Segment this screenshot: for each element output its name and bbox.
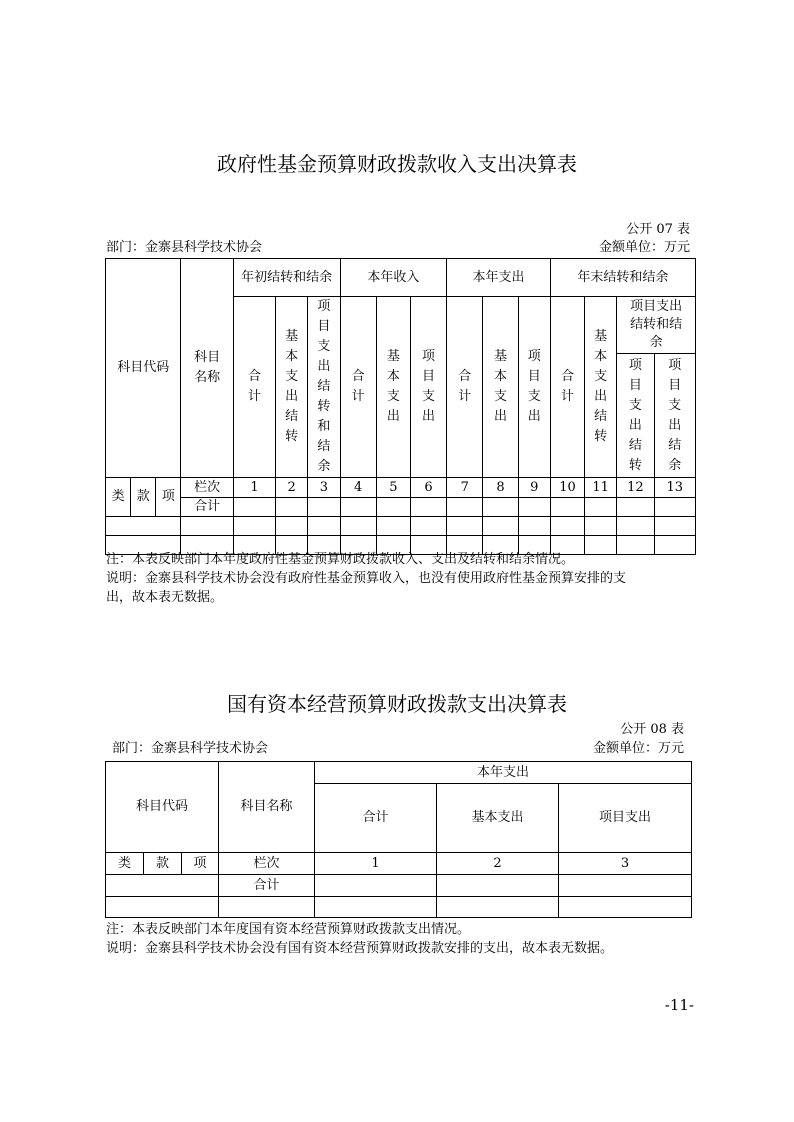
table07-colnum: 7 [447,478,483,498]
table07-h-income-project: 项目支出 [410,297,446,478]
table08-header-expenditure: 本年支出 [315,762,692,784]
table07-header-begin-balance: 年初结转和结余 [233,259,340,297]
table07-h-end-total: 合计 [550,297,584,478]
table07 [105,258,696,555]
table07-colnum: 4 [340,478,376,498]
table08-h-basic: 基本支出 [437,784,559,853]
table08-colnum: 2 [437,853,559,875]
table07-h-exp-total: 合计 [447,297,483,478]
table07-header-end-balance: 年末结转和结余 [550,259,695,297]
table07-unit: 金额单位：万元 [598,240,690,255]
table07-h-begin-total: 合计 [233,297,275,478]
table07-h-income-total: 合计 [340,297,376,478]
table08-department: 部门：金寨县科学技术协会 [112,741,269,756]
table08-h-total: 合计 [315,784,437,853]
page-number: -11- [664,996,694,1014]
table07-colnum: 1 [233,478,275,498]
table08-colnum: 3 [559,853,692,875]
table07-department: 部门：金寨县科学技术协会 [106,240,263,255]
table08-note: 注：本表反映部门本年度国有资本经营预算财政拨款支出情况。 [106,922,471,937]
table08-total-label: 合计 [219,875,315,897]
table-row [106,897,692,918]
table07-header-subject-code: 科目代码 [106,259,181,478]
table07-colnum: 10 [550,478,584,498]
table07-h-begin-basic: 基本支出结转 [276,297,308,478]
table07-cat-xiang: 项 [156,478,181,517]
table07-h-exp-project: 项目支出 [518,297,550,478]
table07-colnum: 8 [483,478,518,498]
table08-colnum: 1 [315,853,437,875]
table07-colnum: 2 [276,478,308,498]
table07-h-end-project-carry: 项目支出结转 [617,354,654,478]
table07-h-income-basic: 基本支出 [376,297,410,478]
table08-h-project: 项目支出 [559,784,692,853]
table07-colnum: 11 [585,478,617,498]
table07-h-begin-project: 项目支出结转和结余 [308,297,340,478]
table08-cat-xiang: 项 [182,853,219,875]
table07-colnum: 3 [308,478,340,498]
table07-h-exp-basic: 基本支出 [483,297,518,478]
table07-note: 注：本表反映部门本年度政府性基金预算财政拨款收入、支出及结转和结余情况。 [106,552,575,567]
table07-colnum: 9 [518,478,550,498]
table07-colnum: 12 [617,478,654,498]
table08-explain: 说明：金寨县科学技术协会没有国有资本经营预算财政拨款安排的支出，故本表无数据。 [106,941,614,956]
table08-unit: 金额单位：万元 [592,741,684,756]
table07-cat-kuan: 款 [131,478,156,517]
table07-title: 政府性基金预算财政拨款收入支出决算表 [217,152,577,176]
table08-title: 国有资本经营预算财政拨款支出决算表 [227,692,567,716]
table08 [105,761,692,918]
table08-header-subject-name: 科目名称 [219,762,315,853]
table07-header-income: 本年收入 [340,259,447,297]
table07-code: 公开 07 表 [626,222,690,237]
table08-cat-lei: 类 [106,853,144,875]
table07-colnum: 6 [410,478,446,498]
table08-header-subject-code: 科目代码 [106,762,219,853]
table07-colnum: 5 [376,478,410,498]
table07-h-end-basic: 基本支出结转 [585,297,617,478]
table07-explain-line2: 出，故本表无数据。 [106,590,224,605]
table07-total-label: 合计 [181,498,233,517]
table07-header-expenditure: 本年支出 [447,259,551,297]
table08-column-label: 栏次 [219,853,315,875]
table-row [106,517,696,536]
table07-cat-lei: 类 [106,478,131,517]
table07-colnum: 13 [654,478,695,498]
table07-h-end-project-surplus: 项目支出结余 [654,354,695,478]
table07-column-label: 栏次 [181,478,233,498]
table08-code: 公开 08 表 [620,722,684,737]
table07-h-end-project: 项目支出结转和结余 [617,297,696,354]
table07-header-subject-name: 科目名称 [181,259,233,478]
table08-cat-kuan: 款 [144,853,182,875]
table07-explain-line1: 说明：金寨县科学技术协会没有政府性基金预算收入，也没有使用政府性基金预算安排的支 [106,571,627,586]
